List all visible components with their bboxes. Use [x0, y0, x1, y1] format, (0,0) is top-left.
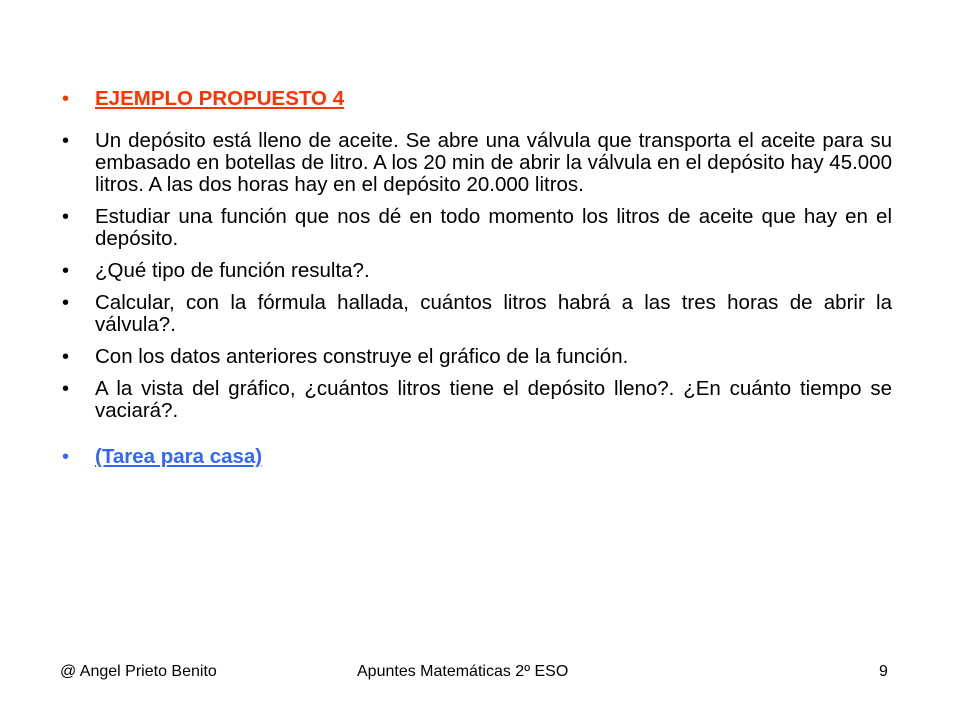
paragraph-item	[62, 130, 892, 196]
homework-link[interactable]: (Tarea para casa)	[95, 445, 263, 468]
paragraph-item	[62, 260, 892, 282]
bullet-icon: •	[62, 260, 70, 282]
question-graph: Con los datos anteriores construye el gráfico de la función.	[95, 345, 629, 368]
slide-title: EJEMPLO PROPUESTO 4	[95, 87, 345, 110]
bullet-icon: •	[62, 378, 70, 400]
paragraph-item	[62, 292, 892, 336]
bullet-icon: •	[62, 446, 70, 468]
bullet-icon: •	[62, 346, 70, 368]
bullet-icon: •	[62, 292, 70, 314]
bullet-icon: •	[62, 88, 70, 110]
footer-author: @ Angel Prieto Benito	[60, 663, 217, 680]
problem-statement: Un depósito está lleno de aceite. Se abre una válvula que transporta el aceite para su embasado en botellas de litro. A los 20 min de abrir la válvula en el depósito hay 45.000 litros. A las dos horas hay en el depósito 20.000 litros.	[95, 129, 892, 196]
title-item	[62, 88, 892, 110]
question-calculate: Calcular, con la fórmula hallada, cuántos litros habrá a las tres horas de abrir la válvula?.	[95, 291, 892, 336]
bullet-list	[62, 88, 892, 468]
question-function: Estudiar una función que nos dé en todo momento los litros de aceite que hay en el depósito.	[95, 205, 892, 250]
link-item	[62, 446, 892, 468]
bullet-icon: •	[62, 130, 70, 152]
paragraph-item	[62, 378, 892, 422]
page-number: 9	[879, 663, 888, 680]
bullet-icon: •	[62, 206, 70, 228]
footer-course: Apuntes Matemáticas 2º ESO	[357, 663, 569, 680]
paragraph-item	[62, 206, 892, 250]
question-capacity: A la vista del gráfico, ¿cuántos litros tiene el depósito lleno?. ¿En cuánto tiempo se vaciará?.	[95, 377, 892, 422]
paragraph-item	[62, 346, 892, 368]
question-type: ¿Qué tipo de función resulta?.	[95, 259, 370, 282]
